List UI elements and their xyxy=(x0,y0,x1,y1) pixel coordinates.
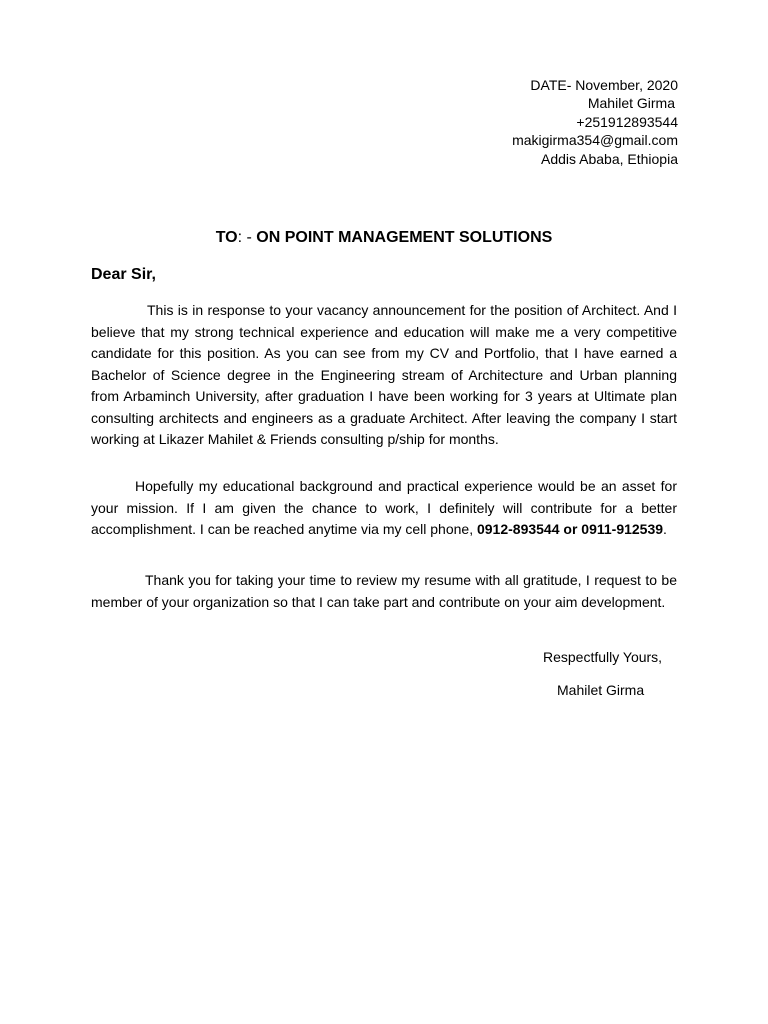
body-paragraph-3 xyxy=(91,570,677,613)
sender-name: Mahilet Girma xyxy=(587,95,675,112)
letter-date: DATE- November, 2020 xyxy=(530,77,678,93)
body-paragraph-2 xyxy=(91,476,677,541)
to-separator: : - xyxy=(237,229,257,246)
sender-header xyxy=(512,76,678,168)
salutation: Dear Sir, xyxy=(91,266,156,283)
recipient-company: ON POINT MANAGEMENT SOLUTIONS xyxy=(256,229,553,246)
paragraph-1-text: This is in response to your vacancy announcement for the position of Architect. And I believe that my strong technical experience and education will make me a very competitive candidate for this position. As you can see from my CV and Portfolio, that I have earned a Bachelor of Science degree in the Engineering stream of Architecture and Urban planning from Arbaminch University, after graduation I have been working for 3 years at Ultimate plan consulting architects and engineers as a graduate Architect. After leaving the company I start working at Likazer Mahilet & Friends consulting p/ship for months. xyxy=(91,302,677,447)
paragraph-2-end: . xyxy=(663,521,667,537)
paragraph-3-text: Thank you for taking your time to review my resume with all gratitude, I request to be member of your organization so that I can take part and contribute on your aim development. xyxy=(91,572,677,610)
recipient-line xyxy=(0,228,768,248)
to-label: TO xyxy=(215,229,238,246)
sender-email: makigirma354@gmail.com xyxy=(512,132,678,149)
paragraph-2-text: Hopefully my educational background and practical experience would be an asset for your mission. If I am given the chance to work, I definitely will contribute for a better accomplishment. I can be reached anytime via my cell phone, xyxy=(91,478,677,537)
signature-name: Mahilet Girma xyxy=(557,682,645,698)
body-paragraph-1 xyxy=(91,300,677,451)
contact-phones: 0912-893544 or 0911-912539 xyxy=(476,521,664,537)
sender-location: Addis Ababa, Ethiopia xyxy=(541,150,678,167)
closing: Respectfully Yours, xyxy=(543,649,663,665)
sender-phone: +251912893544 xyxy=(576,113,678,130)
